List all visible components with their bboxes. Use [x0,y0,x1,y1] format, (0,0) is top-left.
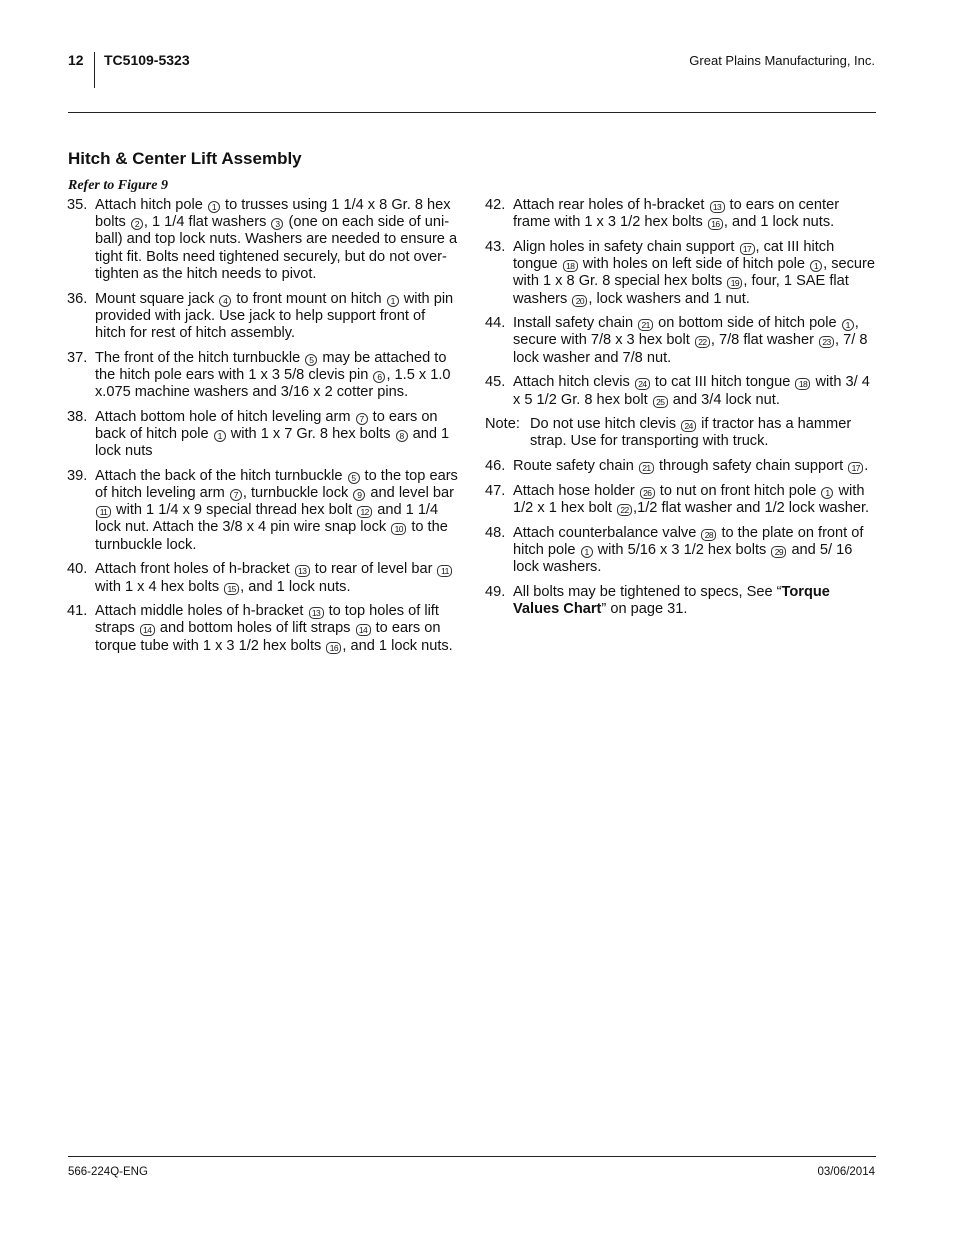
instruction-step [67,468,459,554]
callout-number-icon: 1 [387,295,399,307]
callout-number-icon: 16 [326,642,341,654]
step-number: 35. [67,197,88,213]
step-number: 42. [485,197,506,213]
callout-number-icon: 3 [271,218,283,230]
callout-number-icon: 11 [96,506,111,518]
callout-number-icon: 22 [695,336,710,348]
step-text: Attach rear holes of h-bracket 13 to ears on center frame with 1 x 3 1/2 hex bolts 16 , and 1 lock nuts. [513,197,840,231]
document-id: TC5109-5323 [104,52,190,68]
callout-number-icon: 18 [795,378,810,390]
step-number: 37. [67,349,88,366]
callout-number-icon: 12 [357,506,372,518]
callout-number-icon: 24 [635,378,650,390]
header-divider [94,52,95,88]
callout-number-icon: 21 [639,462,654,474]
callout-number-icon: 1 [214,430,226,442]
step-text: All bolts may be tightened to specs, See “Torque Values Chart” on page 31. [513,583,830,618]
callout-number-icon: 13 [309,607,324,619]
footer-date: 03/06/2014 [817,1166,875,1178]
callout-number-icon: 8 [396,430,408,442]
section-title: Hitch & Center Lift Assembly [68,149,302,168]
step-number: 46. [485,458,506,475]
instruction-step [485,483,877,517]
instruction-step [485,525,877,577]
footer-rule [68,1156,876,1157]
step-number: 39. [67,467,88,484]
callout-number-icon: 25 [653,396,668,408]
instruction-step [485,239,877,308]
instruction-step [485,315,877,367]
step-text: Attach hitch pole 1 to trusses using 1 1/4 x 8 Gr. 8 hex bolts 2 , 1 1/4 flat washers 3 (one on each side of uni-ball) and top lock nuts. Washers are needed to ensure a tight fit. Bolts need tightened securely, but do not over-tighten as the hitch needs to pivot. [95,197,458,282]
step-text: Attach hitch clevis 24 to cat III hitch tongue 18 with 3/ 4 x 5 1/2 Gr. 8 hex bolt 25 and 3/4 lock nut. [513,374,870,408]
callout-number-icon: 23 [819,336,834,348]
step-number: 47. [485,482,506,499]
instruction-step [67,197,459,283]
callout-number-icon: 14 [140,624,155,636]
step-text: Align holes in safety chain support 17 , cat III hitch tongue 18 with holes on left side of hitch pole 1 , secure with 1 x 8 Gr. 8 special hex bolts 19 , four, 1 SAE flat washers 20 , lock washers and 1 nut. [513,238,876,307]
callout-number-icon: 7 [230,489,242,501]
callout-number-icon: 1 [810,260,822,272]
step-text: Attach bottom hole of hitch leveling arm 7 to ears on back of hitch pole 1 with 1 x 7 Gr. 8 hex bolts 8 and 1 lock nuts [95,408,450,460]
instruction-step [67,409,459,461]
callout-number-icon: 26 [640,487,655,499]
callout-number-icon: 13 [710,201,725,213]
instruction-step [485,458,877,475]
step-number: 44. [485,315,506,332]
page-number: 12 [68,52,84,68]
step-number: 43. [485,238,506,255]
step-text: Attach front holes of h-bracket 13 to rear of level bar 11 with 1 x 4 hex bolts 15 , and 1 lock nuts. [95,561,453,594]
callout-number-icon: 9 [353,489,365,501]
callout-number-icon: 5 [348,472,360,484]
step-text: Route safety chain 21 through safety chain support 17 . [513,458,869,475]
callout-number-icon: 11 [437,565,452,577]
instruction-step [67,561,459,595]
callout-number-icon: 10 [391,523,406,535]
callout-number-icon: 4 [219,295,231,307]
step-text: Attach the back of the hitch turnbuckle 5 to the top ears of hitch leveling arm 7 , turnbuckle lock 9 and level bar 11 with 1 1/4 x 9 special thread hex bolt 12 and 1 1/4 lock nut. Attach the 3/8 x 4 pin wire snap lock 10 to the turnbuckle lock. [95,467,458,553]
step-number: 36. [67,290,88,307]
callout-number-icon: 14 [356,624,371,636]
callout-number-icon: 16 [708,218,723,230]
step-number: 48. [485,524,506,541]
instruction-step [67,291,459,343]
callout-number-icon: 2 [131,218,143,230]
step-text: Mount square jack 4 to front mount on hitch 1 with pin provided with jack. Use jack to help support front of hitch for rest of hitch assembly. [95,290,454,341]
instruction-step [67,350,459,402]
callout-number-icon: 1 [821,487,833,499]
step-number: 38. [67,408,88,425]
note-text: Do not use hitch clevis 24 if tractor has a hammer strap. Use for transporting with truck. [530,416,852,450]
figure-reference: Refer to Figure 9 [68,178,168,193]
callout-number-icon: 15 [224,583,239,595]
step-text: Attach hose holder 26 to nut on front hitch pole 1 with 1/2 x 1 hex bolt 22 ,1/2 flat washer and 1/2 lock washer. [513,482,870,517]
step-text: The front of the hitch turnbuckle 5 may be attached to the hitch pole ears with 1 x 3 5/8 clevis pin 6 , 1.5 x 1.0 x.075 machine washers and 3/16 x 2 cotter pins. [95,349,451,401]
note-item [485,416,877,450]
step-number: 41. [67,603,88,620]
callout-number-icon: 21 [638,319,653,331]
right-column [485,197,877,626]
callout-number-icon: 29 [771,546,786,558]
company-name: Great Plains Manufacturing, Inc. [689,53,875,68]
callout-number-icon: 17 [740,243,755,255]
note-label: Note: [485,416,520,433]
step-text: Install safety chain 21 on bottom side of hitch pole 1 , secure with 7/8 x 3 hex bolt 22 , 7/8 flat washer 23 , 7/ 8 lock washer and 7/8 nut. [513,315,868,366]
callout-number-icon: 19 [727,277,742,289]
callout-number-icon: 13 [295,565,310,577]
left-column [67,197,459,662]
step-text: Attach middle holes of h-bracket 13 to top holes of lift straps 14 and bottom holes of lift straps 14 to ears on torque tube with 1 x 3 1/2 hex bolts 16 , and 1 lock nuts. [95,603,453,654]
callout-number-icon: 1 [842,319,854,331]
callout-number-icon: 6 [373,371,385,383]
instruction-step [67,603,459,655]
callout-number-icon: 1 [208,201,220,213]
callout-number-icon: 1 [581,546,593,558]
header-rule [68,112,876,113]
instruction-step [485,584,877,618]
callout-number-icon: 24 [681,420,696,432]
step-number: 49. [485,583,506,600]
instruction-step [485,374,877,408]
callout-number-icon: 22 [617,504,632,516]
instruction-step [485,197,877,231]
callout-number-icon: 18 [563,260,578,272]
callout-number-icon: 17 [848,462,863,474]
step-text: Attach counterbalance valve 28 to the plate on front of hitch pole 1 with 5/16 x 3 1/2 hex bolts 29 and 5/ 16 lock washers. [513,524,864,576]
step-number: 45. [485,374,506,391]
callout-number-icon: 5 [305,354,317,366]
callout-number-icon: 7 [356,413,368,425]
footer-doc-code: 566-224Q-ENG [68,1166,148,1178]
callout-number-icon: 20 [572,295,587,307]
callout-number-icon: 28 [701,529,716,541]
step-number: 40. [67,561,88,578]
